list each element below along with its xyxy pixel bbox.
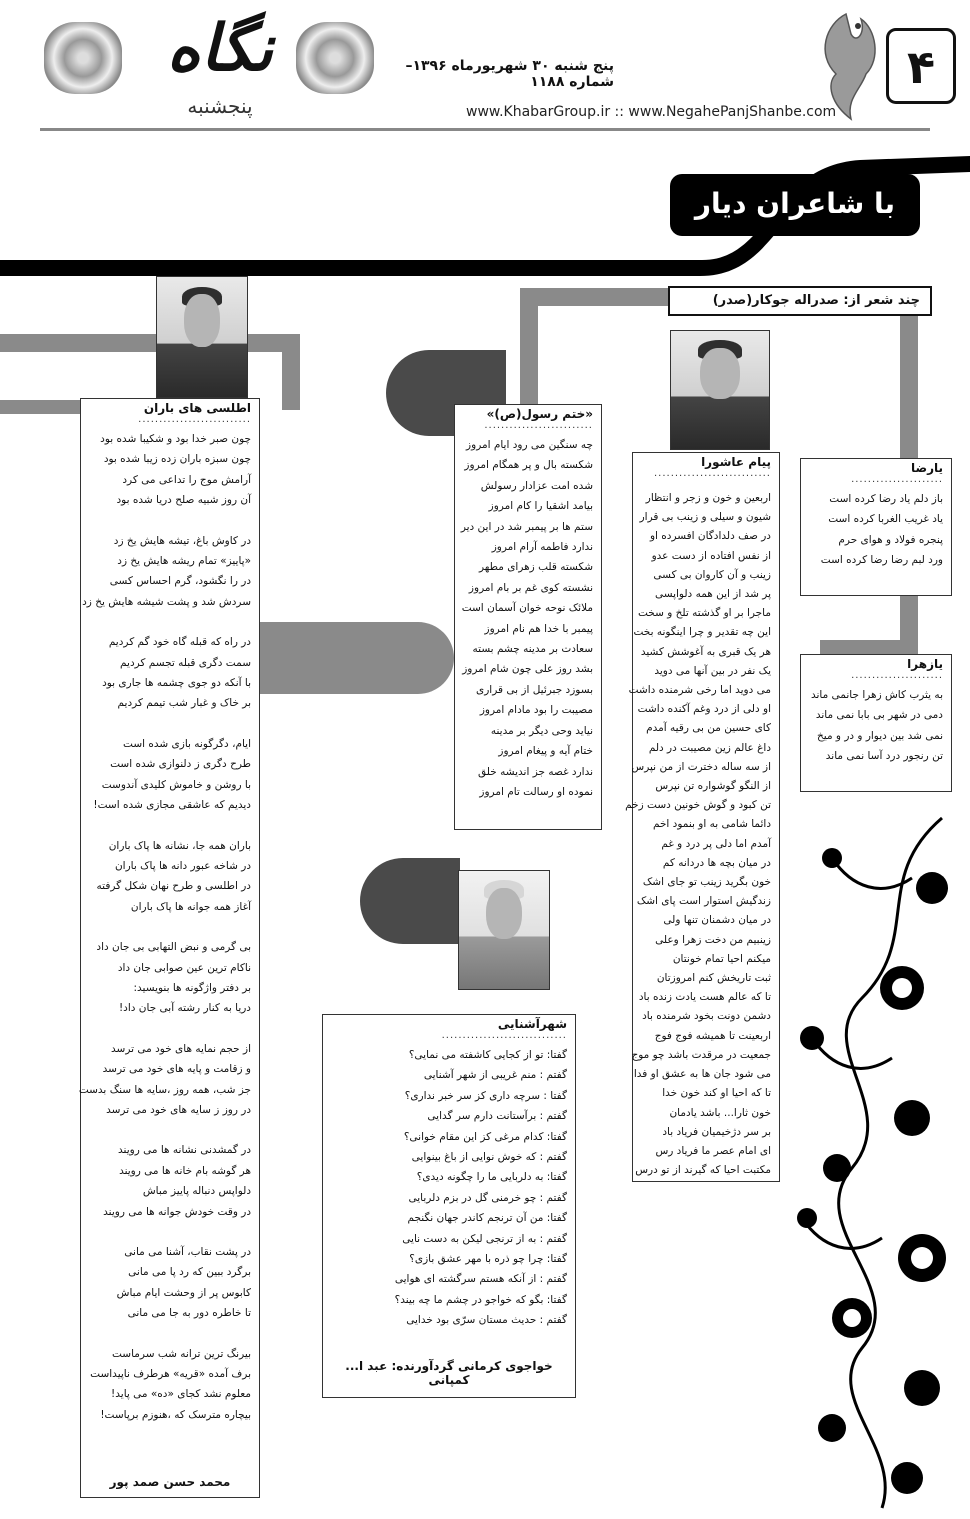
poem-line: تا خاطره دور به جا می مانی — [127, 1307, 251, 1320]
poem-line: هر یک قبری به آغوشش کشید — [640, 645, 771, 658]
poem-line: اربعین و خون و زجر و انتظار — [645, 492, 771, 504]
poem-line: سمت دگری قبله تجسم کردیم — [120, 656, 251, 669]
poem-line: گفتا: تو از کجایی کاشفته می نمایی؟ — [408, 1049, 567, 1061]
poem-line: دریا به کنار رشته آبی جان داد! — [118, 1002, 251, 1015]
section-title: با شاعران دیار فارس — [670, 174, 920, 236]
poem-line: اربعینت تا همیشه فوج فوج — [654, 1029, 771, 1042]
poem-box-yazahra — [800, 654, 952, 792]
poem-line: ناکام ترین عین صوابی جان داد — [117, 961, 251, 974]
poem-line: مکتبت احیا که گیرند از تو درس — [635, 1164, 771, 1177]
poem-line: برگرد ببین که رد پا می مانی — [128, 1266, 251, 1279]
poem-line: با روشن و خاموش کلیدی آندوست — [101, 778, 251, 791]
poem-line: خون بگرید زینب تو جای اشک — [642, 876, 771, 889]
poem-line: خون ثارا... باشد یادمان — [669, 1106, 771, 1119]
poem-line: از النگو گوشواره تن نپرس — [655, 780, 771, 793]
author-bar: چند شعر از: صدراله جوکار(صدر) — [668, 286, 932, 316]
poem-line: او دلی از درد وغم آکنده داشت — [637, 703, 771, 716]
poem-line: شکسته بال و پر همگام امروز — [464, 459, 593, 472]
poem-line: تا که احیا او کند خون خدا — [662, 1087, 771, 1100]
poem-line: آمدم اما دلی پر درد و غم — [661, 837, 771, 850]
poem-line: تن کبود و گوش خونین دست زخم — [625, 799, 771, 812]
poem-line: گفتم : از آنکه هستم سرگشته ای هوایی — [394, 1273, 567, 1286]
poem-line: در وقت خودش جوانه ها می رویند — [103, 1205, 251, 1218]
poem-line: بشد روز علی چون شام امروز — [462, 663, 593, 676]
poem-line: گفتا: کدام مرغی کز این مقام خوانی؟ — [403, 1130, 567, 1143]
poem-line: ایام، دگرگونه بازی شده است — [123, 737, 251, 750]
poem-line: بیرنگ ترین ترانه شب سرماست — [111, 1347, 251, 1360]
poem-line: نشسته کوی غم بر بام امروز — [468, 581, 593, 594]
pipe-left-stub — [0, 400, 80, 414]
poem-line: کای حسین من بی رقیه آمدم — [646, 722, 771, 735]
masthead-rule — [40, 128, 930, 131]
poem-line: جز شب، همه روز ،سایه ها سنگ بدست — [78, 1083, 251, 1096]
poem-line: معلوم نشد کجای «ده» می پاید! — [111, 1388, 251, 1401]
poem-line: ای امام عصر ما فریاد رس — [655, 1144, 771, 1157]
poem-line: از حجم نمایه های خود می ترسد — [111, 1042, 251, 1055]
poem-line: در روز ز سایه های خود می ترسد — [106, 1103, 251, 1116]
poem-line: گفتا: به دلربایی ما را چگونه دیدی؟ — [416, 1171, 567, 1184]
poem-line: نمی شد بین دیوار و در و میخ — [817, 729, 943, 742]
poem-line: داغ عالم زین مصیبت در دلم — [648, 741, 771, 754]
poem-title: «ختم رسول(ص)» — [486, 407, 593, 421]
poem-line: گفتا: بگو که خواجو در چشم ما چه بیند؟ — [394, 1293, 567, 1306]
poem-box-yareza — [800, 458, 952, 596]
poem-line: گفتم : چو خرمنی گل در بزم دلربایی — [408, 1191, 567, 1204]
poem-dots: .......................... — [484, 420, 593, 431]
poem-signature: خواجوی کرمانی گردآورنده: عبد ا... کمپانی — [345, 1359, 553, 1387]
poem-dots: ........................... — [138, 414, 251, 425]
poem-line: گفتا: من آن ترنجم کاندر جهان نگنجم — [407, 1212, 567, 1225]
poem-line: «پاییز» تمام ریشه هایش یخ زد — [117, 555, 251, 568]
poem-line: بر سر دژخیمیان فریاد باد — [662, 1125, 771, 1138]
poem-line: بیچاره مترسک که ،هنوزم برپاست! — [100, 1408, 251, 1421]
poem-line: چه سنگین می رود ایام امروز — [466, 439, 593, 451]
poem-line: گفتا: چرا چو ذره با مهر عشق بازی؟ — [409, 1253, 567, 1266]
poem-title: اطلسی های باران — [143, 401, 251, 415]
poem-box-ashura — [625, 452, 780, 1182]
poem-line: ستم ها بر پیمبر شد در این دیر — [460, 520, 593, 533]
poem-line: کابوس پر از وحشت ایام مباش — [116, 1286, 251, 1299]
pipe-right-join — [820, 640, 918, 654]
poem-line: آن روز شبیه صلح دریا شده بود — [116, 494, 251, 507]
poem-line: باران همه جا، نشانه ها پاک باران — [108, 839, 251, 852]
poem-line: می شود جان ها به عشق او فدا — [633, 1068, 771, 1081]
poem-line: ثبت تاریخش کنم امروزتان — [656, 972, 771, 985]
poem-box-atlasi — [80, 398, 260, 1498]
poem-line: هر گوشه بام خانه ها می رویند — [119, 1164, 251, 1177]
poem-line: زندگیش استوار است پای اشک — [636, 895, 771, 908]
poem-dots: ...................... — [851, 670, 943, 681]
poet-photo-jokar — [670, 330, 770, 450]
poem-line: در شاخه عبور دانه ها پاک باران — [114, 859, 251, 872]
poem-line: میکنم احیا تمام خونتان — [672, 952, 771, 965]
poem-line: از نفس افتاده از دست عدو — [651, 549, 771, 562]
poem-line: این چه تقدیر و چرا اینگونه بخت — [633, 626, 771, 639]
poem-body — [625, 479, 779, 1180]
poem-line: آغاز همه جوانه ها پاک باران — [130, 900, 251, 913]
poem-signature: محمد حسن صمد پور — [109, 1475, 231, 1489]
poem-title: یارضا — [910, 461, 943, 475]
poem-line: پر شد از این همه دلواپسی — [654, 588, 771, 601]
pipe-mid-wide — [254, 622, 454, 694]
poem-line: گفتا : سرچه داری کز سر خبر نداری؟ — [404, 1089, 567, 1102]
ornament-left-icon — [44, 22, 122, 94]
phoenix-icon — [806, 4, 886, 128]
poem-line: برف آمده «قریه» هرطرف ناپیداست — [90, 1368, 251, 1381]
poem-dots: ............................ — [653, 468, 771, 479]
poem-line: شیون و سیلی و زینب بی قرار — [639, 511, 771, 524]
poem-line: در کاوش باغ، تیشه هایش یخ زد — [113, 534, 251, 547]
poet-photo-khajoo — [458, 870, 550, 990]
poem-line: در را نگشود، گرم احساس کسی — [109, 575, 251, 588]
newspaper-logo[interactable] — [150, 4, 290, 124]
poem-line: یک نفر در بین آنها می دوید — [654, 664, 771, 677]
poem-line: دلواپس دنباله پاییز مباش — [142, 1185, 251, 1198]
poem-line: ماجرا بر او گذشته تلخ و سخت — [638, 607, 771, 620]
poem-line: نموده او رسالت تام امروز — [479, 785, 593, 798]
poem-line: بر خاک و غبار شب تیمم کردیم — [117, 697, 251, 710]
poem-line: بیامد اشقیا را کام امروز — [488, 500, 593, 513]
poem-line: و زقامت و پایه های خود می ترسد — [102, 1063, 251, 1076]
poem-line: بر دفتر واژگونه ها بنویسید: — [133, 981, 251, 994]
page-number: ۴ — [886, 28, 956, 104]
poem-line: دیدیم که عاشقی مجازی شده است! — [93, 799, 251, 812]
poem-line: در صف دلدادگان افسرده او — [649, 530, 771, 543]
poem-line: ندارد غصه جز اندیشه خلق — [478, 765, 593, 778]
pipe-center-drop — [520, 288, 538, 406]
poem-box-shahr — [322, 1014, 576, 1398]
poem-line: ورد لبم رضا رضا کرده است — [820, 554, 943, 567]
pipe-dark-lower — [360, 858, 460, 944]
poem-line: ندارد فاطمه آرام امروز — [491, 541, 593, 554]
poem-line: از سه ساله دخترت از من نپرس — [631, 760, 771, 773]
poem-line: دمی در شهر بی بابا نمی ماند — [815, 709, 943, 722]
poem-dots: ...................... — [851, 474, 943, 485]
poem-line: یاد غریب الغربا کرده است — [828, 513, 943, 526]
poem-line: ملائک نوحه خوان آسمان است — [461, 602, 593, 615]
poem-title: شهرآشنایی — [497, 1017, 567, 1031]
poem-line: در اطلسی و طرح نهان شکل گرفته — [96, 880, 251, 893]
poem-body — [455, 431, 601, 802]
poem-line: تن رنجور درد آسا نمی ماند — [825, 750, 943, 763]
poem-line: پنجره فولاد و هوای حرم — [838, 533, 943, 546]
poem-line: به یثرب کاش زهرا جانمی ماند — [810, 689, 943, 701]
poem-line: در میان بچه ها دردانه کم — [662, 856, 771, 869]
poem-line: دشمن دونت بخود شرمنده باد — [642, 1010, 771, 1023]
pipe-top-left-drop — [282, 334, 300, 410]
poet-photo-samadpour — [156, 276, 248, 398]
poem-line: بی گرمی و نبض التهابی بی جان داد — [96, 941, 251, 954]
poem-title: پیام عاشورا — [701, 455, 771, 469]
poem-line: در میان دشمنان تنها ولی — [663, 914, 771, 927]
logo-sub: پنجشنبه — [187, 94, 253, 118]
poem-line: آرامش موج را تداعی می کرد — [122, 473, 251, 486]
poem-line: جمعیت در مرقدت باشد چو موج — [631, 1048, 771, 1061]
poem-title: یازهرا — [907, 657, 943, 671]
poem-line: نیاید وحی دیگر بر مدینه — [490, 724, 593, 737]
poem-line: سردش شد و پشت شیشه هایش یخ زد — [82, 595, 251, 608]
poem-line: زینبیم من دخت زهرا وعلی — [655, 933, 771, 946]
poem-line: شکسته قلب زهرای مطهر — [479, 561, 593, 574]
poem-line: طرح دگری ز دلنوازی شده است — [110, 758, 251, 771]
poem-line: گفتم : که خوش نوایی از باغ بینوایی — [411, 1151, 567, 1164]
poem-line: در راه که قبله گاه خود گم کردیم — [108, 636, 251, 649]
poem-line: زینب و آن کاروان بی کسی — [653, 568, 771, 581]
poem-line: می دوید اما رخی شرمنده داشت — [628, 684, 771, 697]
poem-line: گفتم : حدیث مستان سرّی بود خدایی — [406, 1314, 567, 1327]
poem-dots: .............................. — [441, 1030, 567, 1041]
poem-body — [801, 681, 951, 767]
pipe-top-center — [520, 288, 670, 306]
poem-body — [323, 1041, 575, 1331]
poem-line: چون صبر خدا بود و شکیبا شده بود — [100, 433, 251, 445]
poem-line: تا که عالم هست یادت زنده باد — [638, 991, 771, 1004]
pipe-top-left — [0, 334, 300, 352]
poem-line: شده امت عزادار رسولش — [480, 479, 593, 492]
poem-body — [801, 485, 951, 571]
poem-line: باز دلم یاد رضا کرده است — [829, 493, 943, 505]
poem-line: سعادت بر مدینه چشم بسته — [472, 643, 593, 656]
poem-line: با آنکه دو جوی چشمه ها جاری بود — [102, 677, 251, 690]
floral-ornament-icon — [792, 818, 952, 1508]
logo-text: نگاه — [166, 11, 274, 86]
poem-line: در پشت نقاب، آشنا می مانی — [124, 1246, 251, 1258]
poem-line: گفتم : به از ترنجی لیکن به دست نایی — [402, 1232, 567, 1245]
poem-line: بسوزد جبرئیل از بی قراری — [476, 683, 593, 696]
masthead — [0, 0, 970, 140]
poem-box-khatam — [454, 404, 602, 830]
site-urls[interactable]: www.KhabarGroup.ir :: www.NegahePanjShanbe.com — [466, 104, 837, 120]
poem-line: گفتم : منم غریبی از شهر آشنایی — [423, 1069, 567, 1082]
issue-date: پنج شنبه ۳۰ شهریورماه ۱۳۹۶– شماره ۱۱۸۸ — [405, 58, 614, 90]
poem-line: مصیبت را بود مادام امروز — [479, 704, 593, 717]
poem-body — [78, 425, 259, 1425]
poem-line: پیمبر با خدا هم نام امروز — [484, 622, 593, 635]
poem-line: دائما شامی به او بنمود اخم — [652, 818, 771, 831]
poem-line: گفتم : برآستانت دارم سر گدایی — [427, 1110, 567, 1123]
poem-line: ختام آیه و پیغام امروز — [498, 745, 593, 758]
poem-line: در گمشدنی نشانه ها می رویند — [118, 1144, 251, 1157]
poem-line: چون سبزه باران زده زیبا شده بود — [103, 453, 251, 466]
